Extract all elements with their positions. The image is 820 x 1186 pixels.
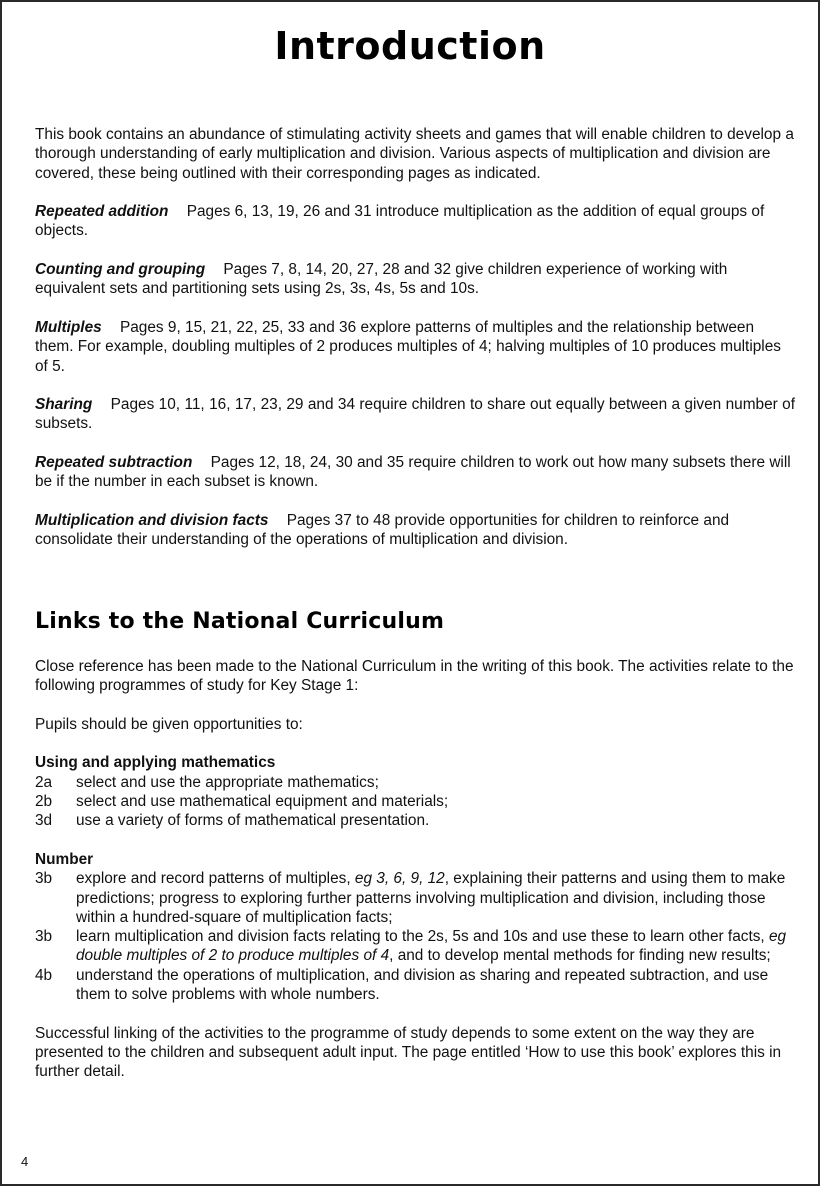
- page-title: Introduction: [274, 24, 546, 68]
- subheading-using-applying: Using and applying mathematics: [35, 754, 276, 772]
- intro-paragraph: This book contains an abundance of stimulating activity sheets and games that will enable children to develop a thorough understanding of early multiplication and division. Various aspects of multiplication and division are covered, these being outlined with their corresponding pages as indicated.: [35, 126, 794, 182]
- topic-text: Pages 9, 15, 21, 22, 25, 33 and 36 explore patterns of multiples and the relationship between them. For example, doubling multiples of 2 produces multiples of 4; halving multiples of 10 produces multiples of 5.: [35, 318, 781, 375]
- list-item: [35, 966, 795, 1005]
- subheading-number: Number: [35, 850, 94, 868]
- item-code: 3b: [35, 928, 53, 946]
- topic-text: Pages 12, 18, 24, 30 and 35 require children to work out how many subsets there will be if the number in each subset is known.: [35, 454, 791, 491]
- topic-text: Pages 6, 13, 19, 26 and 31 introduce multiplication as the addition of equal groups of objects.: [35, 203, 765, 240]
- item-text: [76, 966, 795, 1005]
- item-text-part: , and to develop mental methods for finding new results;: [389, 947, 771, 965]
- list-item: [35, 869, 795, 927]
- item-example: eg double multiples of 2 to produce multiples of 4: [76, 928, 787, 965]
- topic-sharing: [35, 395, 795, 434]
- item-text-part: understand the operations of multiplication, and division as sharing and repeated subtraction, and use them to solve problems with whole numbers.: [76, 966, 769, 1004]
- curriculum-intro: Close reference has been made to the National Curriculum in the writing of this book. The activities relate to the following programmes of study for Key Stage 1:: [35, 658, 794, 695]
- item-text: use a variety of forms of mathematical presentation.: [76, 812, 430, 830]
- topic-term: Counting and grouping: [35, 261, 206, 279]
- topic-term: Multiples: [35, 318, 102, 336]
- item-text: select and use mathematical equipment and materials;: [76, 793, 449, 811]
- topic-text: Pages 7, 8, 14, 20, 27, 28 and 32 give children experience of working with equivalent sets and partitioning sets using 2s, 3s, 4s, 5s and 10s.: [35, 261, 728, 298]
- topic-term: Multiplication and division facts: [35, 511, 269, 529]
- item-text-part: explore and record patterns of multiples,: [76, 870, 355, 888]
- topic-repeated-subtraction: [35, 453, 795, 492]
- item-code: 2a: [35, 773, 53, 791]
- topic-term: Repeated subtraction: [35, 454, 193, 472]
- list-item: [35, 927, 795, 966]
- topic-term: Sharing: [35, 396, 93, 414]
- topic-multiples: [35, 318, 795, 376]
- item-text: select and use the appropriate mathematics;: [76, 773, 379, 791]
- topic-repeated-addition: [35, 202, 795, 241]
- item-code: 3b: [35, 870, 53, 888]
- item-text-part: , explaining their patterns and using them to make predictions; progress to exploring further patterns involving multiplication and division, including those within a hundred-square of multiplication facts;: [76, 870, 786, 926]
- curriculum-lead: Pupils should be given opportunities to:: [35, 715, 303, 733]
- list-item: [35, 811, 795, 830]
- curriculum-section: [35, 657, 795, 1101]
- curriculum-closing: Successful linking of the activities to the programme of study depends to some extent on the way they are presented to the children and subsequent adult input. The page entitled ‘How to use this book’ explores this in further detail.: [35, 1024, 782, 1081]
- list-item: [35, 792, 795, 811]
- item-text: [76, 869, 795, 927]
- topic-mult-div-facts: [35, 511, 795, 550]
- topic-counting-grouping: [35, 260, 795, 299]
- list-item: [35, 773, 795, 792]
- topic-text: Pages 37 to 48 provide opportunities for children to reinforce and consolidate their understanding of the operations of multiplication and division.: [35, 511, 730, 549]
- section-heading-curriculum: Links to the National Curriculum: [35, 609, 445, 634]
- item-text-part: learn multiplication and division facts relating to the 2s, 5s and 10s and use these to learn other facts,: [76, 928, 769, 946]
- topic-text: Pages 10, 11, 16, 17, 23, 29 and 34 require children to share out equally between a given number of subsets.: [35, 396, 795, 433]
- item-text: [76, 927, 795, 966]
- page-number: 4: [21, 1154, 29, 1169]
- introduction-section: [35, 125, 795, 569]
- topic-term: Repeated addition: [35, 203, 169, 221]
- item-code: 4b: [35, 966, 53, 984]
- item-code: 2b: [35, 793, 53, 811]
- item-example: eg 3, 6, 9, 12: [354, 870, 445, 888]
- item-code: 3d: [35, 812, 53, 830]
